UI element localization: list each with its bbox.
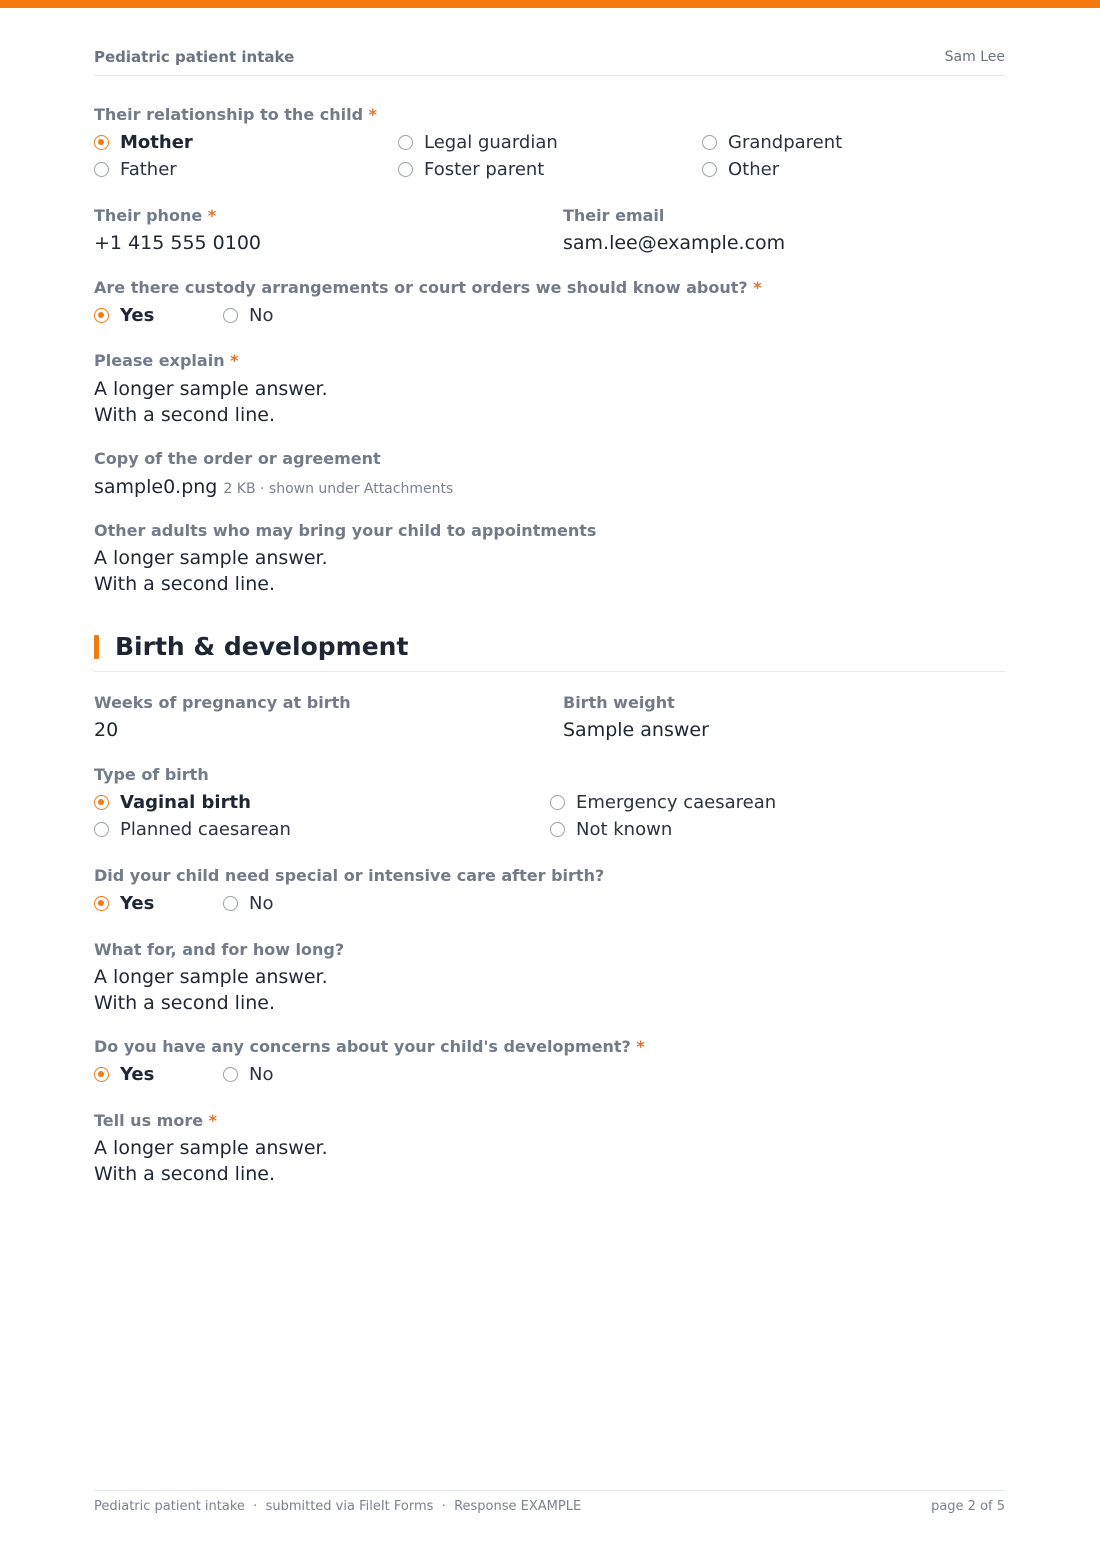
page-header — [94, 48, 1005, 76]
radio-selected-icon — [94, 896, 109, 911]
option-label: No — [249, 892, 274, 914]
section-accent-bar — [94, 635, 99, 659]
attachment-file-meta: 2 KB · shown under Attachments — [223, 481, 454, 497]
explain-answer-line-1: A longer sample answer. — [94, 378, 328, 400]
option-vaginal-birth[interactable] — [94, 791, 251, 813]
required-marker: * — [230, 351, 239, 370]
option-label: Yes — [120, 1063, 155, 1085]
custody-label — [94, 278, 762, 298]
phone-value: +1 415 555 0100 — [94, 232, 262, 254]
required-marker: * — [368, 105, 377, 124]
radio-icon — [223, 1067, 238, 1082]
radio-selected-icon — [94, 795, 109, 810]
required-marker: * — [753, 278, 762, 297]
tell-more-answer-line-1: A longer sample answer. — [94, 1137, 328, 1159]
custody-label-text: Are there custody arrangements or court orders we should know about? — [94, 278, 748, 297]
option-planned-caesarean[interactable] — [94, 818, 291, 840]
option-label: No — [249, 1063, 274, 1085]
radio-icon — [223, 896, 238, 911]
dev-concerns-option-yes[interactable] — [94, 1063, 154, 1085]
radio-selected-icon — [94, 1067, 109, 1082]
custody-option-no[interactable] — [223, 304, 273, 326]
weeks-value: 20 — [94, 719, 119, 741]
explain-label — [94, 351, 239, 371]
birth-weight-label: Birth weight — [563, 693, 675, 712]
option-mother[interactable] — [94, 131, 193, 153]
intensive-care-option-yes[interactable] — [94, 892, 154, 914]
weeks-label: Weeks of pregnancy at birth — [94, 693, 351, 712]
option-label: Grandparent — [728, 131, 843, 153]
attachment-file-name[interactable]: sample0.png — [94, 476, 218, 498]
email-value: sam.lee@example.com — [563, 232, 786, 254]
custody-option-yes[interactable] — [94, 304, 154, 326]
radio-selected-icon — [94, 135, 109, 150]
explain-label-text: Please explain — [94, 351, 225, 370]
required-marker: * — [636, 1037, 645, 1056]
option-not-known[interactable] — [550, 818, 672, 840]
respondent-name: Sam Lee — [944, 49, 1005, 65]
other-adults-label: Other adults who may bring your child to appointments — [94, 521, 597, 540]
option-other[interactable] — [702, 158, 779, 180]
option-label: Father — [120, 158, 177, 180]
relationship-label — [94, 105, 377, 125]
intensive-care-option-no[interactable] — [223, 892, 273, 914]
required-marker: * — [207, 206, 217, 225]
option-label: Foster parent — [424, 158, 545, 180]
section-title: Birth & development — [115, 632, 409, 661]
form-title: Pediatric patient intake — [94, 48, 295, 66]
what-for-answer-line-2: With a second line. — [94, 992, 275, 1014]
what-for-answer-line-1: A longer sample answer. — [94, 966, 328, 988]
radio-icon — [223, 308, 238, 323]
radio-icon — [398, 162, 413, 177]
dev-concerns-label — [94, 1037, 645, 1057]
section-birth-development — [94, 632, 1005, 672]
tell-more-label-text: Tell us more — [94, 1111, 204, 1130]
top-accent-bar — [0, 0, 1100, 8]
option-label: Mother — [120, 131, 193, 153]
birth-type-label: Type of birth — [94, 765, 209, 784]
email-label: Their email — [563, 206, 665, 225]
radio-icon — [94, 162, 109, 177]
option-label: Yes — [120, 892, 155, 914]
option-foster-parent[interactable] — [398, 158, 544, 180]
option-emergency-caesarean[interactable] — [550, 791, 776, 813]
copy-order-label: Copy of the order or agreement — [94, 449, 381, 468]
dev-concerns-label-text: Do you have any concerns about your child's development? — [94, 1037, 631, 1056]
option-legal-guardian[interactable] — [398, 131, 558, 153]
tell-more-label — [94, 1111, 217, 1131]
other-adults-answer-line-2: With a second line. — [94, 573, 275, 595]
birth-weight-value: Sample answer — [563, 719, 709, 741]
radio-icon — [550, 822, 565, 837]
relationship-label-text: Their relationship to the child — [94, 105, 364, 124]
option-label: Other — [728, 158, 780, 180]
footer-info: Pediatric patient intake · submitted via FileIt Forms · Response EXAMPLE — [94, 1499, 582, 1514]
option-label: Legal guardian — [424, 131, 558, 153]
intensive-care-label: Did your child need special or intensive care after birth? — [94, 866, 605, 885]
radio-selected-icon — [94, 308, 109, 323]
other-adults-answer-line-1: A longer sample answer. — [94, 547, 328, 569]
option-label: No — [249, 304, 274, 326]
radio-icon — [398, 135, 413, 150]
radio-icon — [550, 795, 565, 810]
radio-icon — [702, 162, 717, 177]
option-label: Not known — [576, 818, 673, 840]
explain-answer-line-2: With a second line. — [94, 404, 275, 426]
option-father[interactable] — [94, 158, 177, 180]
radio-icon — [94, 822, 109, 837]
option-label: Yes — [120, 304, 155, 326]
phone-label-text: Their phone — [94, 206, 203, 225]
option-label: Planned caesarean — [120, 818, 291, 840]
option-label: Emergency caesarean — [576, 791, 777, 813]
tell-more-answer-line-2: With a second line. — [94, 1163, 275, 1185]
dev-concerns-option-no[interactable] — [223, 1063, 273, 1085]
option-grandparent[interactable] — [702, 131, 842, 153]
radio-icon — [702, 135, 717, 150]
page-footer — [94, 1490, 1005, 1520]
phone-label — [94, 206, 216, 226]
required-marker: * — [208, 1111, 218, 1130]
attachment-file[interactable] — [94, 474, 453, 502]
option-label: Vaginal birth — [120, 791, 251, 813]
what-for-label: What for, and for how long? — [94, 940, 345, 959]
page-number: page 2 of 5 — [931, 1499, 1005, 1514]
